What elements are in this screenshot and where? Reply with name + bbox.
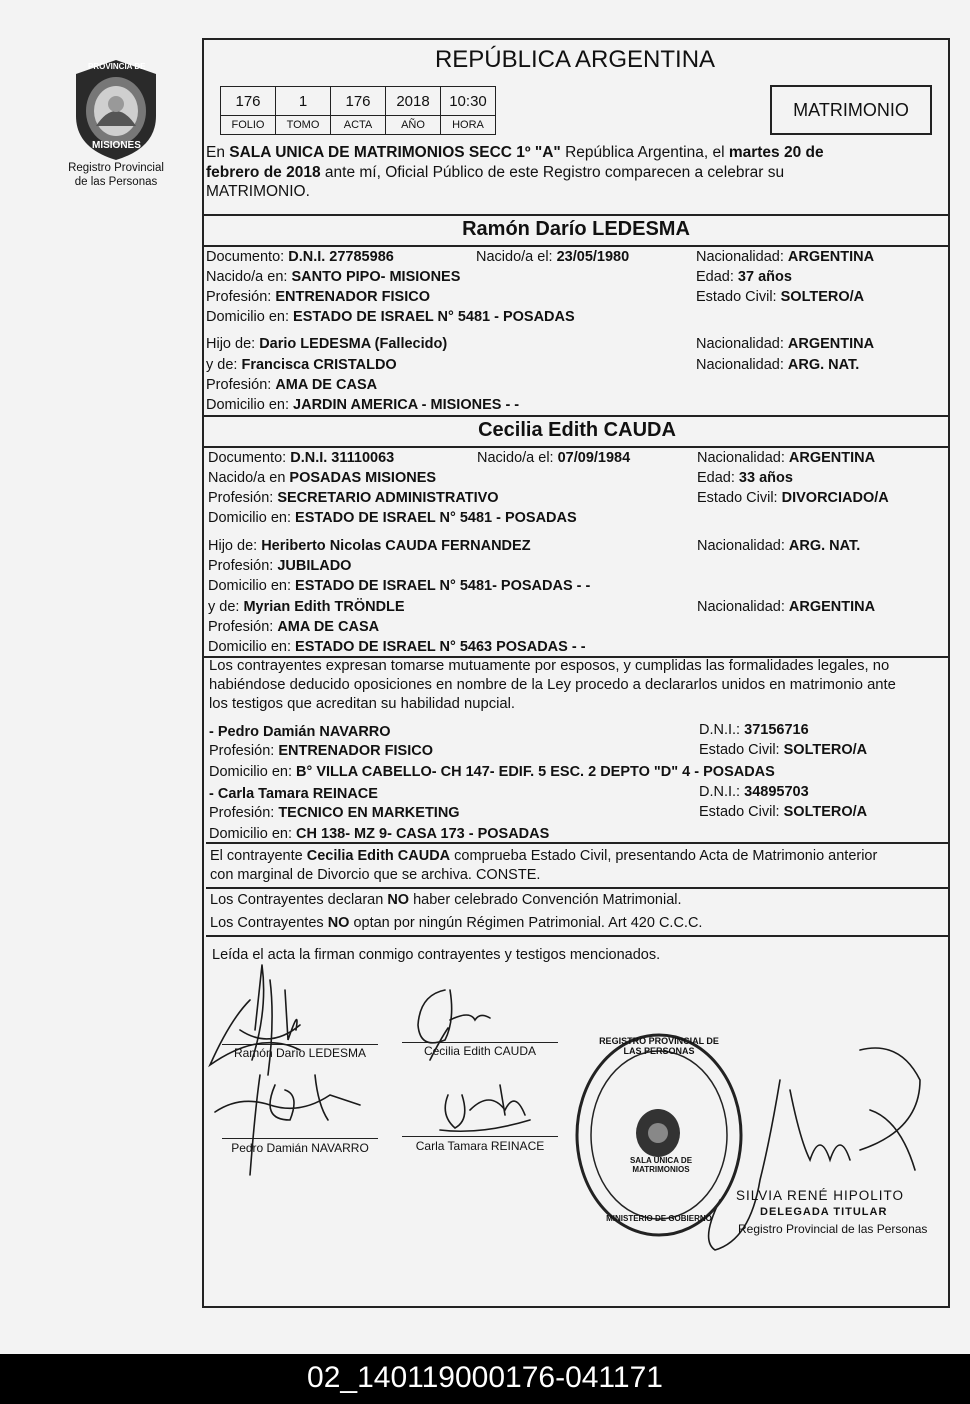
bride-mother-address: Domicilio en: ESTADO DE ISRAEL N° 5463 POSADAS - - [208, 639, 586, 655]
folio-value: 176 [221, 87, 276, 116]
witness1-civil-status: Estado Civil: SOLTERO/A [699, 742, 868, 758]
divider [206, 842, 950, 844]
bride-father: Hijo de: Heriberto Nicolas CAUDA FERNANDEZ [208, 538, 531, 554]
bride-nationality: Nacionalidad: ARGENTINA [697, 450, 876, 466]
witness1-name: - Pedro Damián NAVARRO [209, 724, 391, 740]
stamp-ring-bottom-text: MINISTERIO DE GOBIERNO [606, 1214, 712, 1223]
civil-note-line2: con marginal de Divorcio que se archiva. CONSTE. [210, 867, 541, 883]
declaration-line3: los testigos que acreditan su habilidad nupcial. [209, 696, 516, 712]
acta-label: ACTA [331, 116, 386, 135]
witness2-address: Domicilio en: CH 138- MZ 9- CASA 173 - POSADAS [209, 826, 550, 842]
civil-note-line1: El contrayente Cecilia Edith CAUDA comprueba Estado Civil, presentando Acta de Matrimonio anterior [210, 848, 878, 864]
witness2-civil-status: Estado Civil: SOLTERO/A [699, 804, 868, 820]
bride-father-nationality: Nacionalidad: ARG. NAT. [697, 538, 861, 554]
stamp-inner-text: SALA UNICA DE MATRIMONIOS [629, 1156, 693, 1174]
folio-label: FOLIO [221, 116, 276, 135]
groom-mother-nationality: Nacionalidad: ARG. NAT. [696, 357, 860, 373]
hour-label: HORA [441, 116, 496, 135]
groom-profession: Profesión: ENTRENADOR FISICO [206, 289, 430, 305]
groom-name: Ramón Darío LEDESMA [462, 218, 690, 240]
official-title: DELEGADA TITULAR [760, 1206, 888, 1218]
acta-value: 176 [331, 87, 386, 116]
logo-caption-line2: de las Personas [74, 176, 158, 188]
read-statement: Leída el acta la firman conmigo contrayentes y testigos mencionados. [212, 947, 661, 963]
act-type-box: MATRIMONIO [770, 85, 932, 135]
bride-civil-status: Estado Civil: DIVORCIADO/A [697, 490, 889, 506]
divider [204, 415, 948, 417]
tomo-label: TOMO [276, 116, 331, 135]
witness2-profession: Profesión: TECNICO EN MARKETING [209, 805, 460, 821]
official-office: Registro Provincial de las Personas [738, 1222, 928, 1236]
bride-document: Documento: D.N.I. 31110063 [208, 450, 395, 466]
groom-document: Documento: D.N.I. 27785986 [206, 249, 394, 265]
intro-line2: febrero de 2018 ante mí, Oficial Público de este Registro comparecen a celebrar su [206, 164, 785, 181]
groom-father: Hijo de: Dario LEDESMA (Fallecido) [206, 336, 448, 352]
year-value: 2018 [386, 87, 441, 116]
bride-signature-line [402, 1042, 558, 1043]
witness2-dni: D.N.I.: 34895703 [699, 784, 809, 800]
declaration-line2: habiéndose deducido oposiciones en nombre de la Ley procedo a declararlos unidos en matrimonio ante [209, 677, 896, 693]
groom-birth-place: Nacido/a en: SANTO PIPO- MISIONES [206, 269, 461, 285]
declaration-line1: Los contrayentes expresan tomarse mutuamente por esposos, y cumplidas las formalidades legales, no [209, 658, 890, 674]
groom-address: Domicilio en: ESTADO DE ISRAEL N° 5481 - POSADAS [206, 309, 575, 325]
divider [206, 935, 950, 937]
groom-nationality: Nacionalidad: ARGENTINA [696, 249, 875, 265]
registry-table [220, 86, 496, 135]
document-code: 02_140119000176-041171 [307, 1361, 663, 1394]
stamp-ring-top-text: REGISTRO PROVINCIAL DE LAS PERSONAS [599, 1036, 719, 1056]
groom-signature-caption: Ramón Darío LEDESMA [233, 1046, 367, 1060]
bride-mother: y de: Myrian Edith TRÖNDLE [208, 599, 405, 615]
groom-birth-date: Nacido/a el: 23/05/1980 [476, 249, 630, 265]
bride-signature-caption: Cecilia Edith CAUDA [423, 1044, 537, 1058]
witness1-signature-line [222, 1138, 378, 1139]
groom-age: Edad: 37 años [696, 269, 792, 285]
regime-line1: Los Contrayentes declaran NO haber celebrado Convención Matrimonial. [210, 892, 682, 908]
groom-father-nationality: Nacionalidad: ARGENTINA [696, 336, 875, 352]
groom-civil-status: Estado Civil: SOLTERO/A [696, 289, 865, 305]
witness1-profession: Profesión: ENTRENADOR FISICO [209, 743, 433, 759]
regime-line2: Los Contrayentes NO optan por ningún Régimen Patrimonial. Art 420 C.C.C. [210, 915, 703, 931]
groom-mother-profession: Profesión: AMA DE CASA [206, 377, 378, 393]
logo [66, 56, 166, 166]
year-label: AÑO [386, 116, 441, 135]
tomo-value: 1 [276, 87, 331, 116]
intro-line3: MATRIMONIO. [206, 183, 310, 200]
country-title: REPÚBLICA ARGENTINA [434, 46, 716, 73]
bride-mother-nationality: Nacionalidad: ARGENTINA [697, 599, 876, 615]
hour-value: 10:30 [441, 87, 496, 116]
official-name: SILVIA RENÉ HIPOLITO [736, 1188, 905, 1203]
bride-profession: Profesión: SECRETARIO ADMINISTRATIVO [208, 490, 499, 506]
witness2-name: - Carla Tamara REINACE [209, 786, 378, 802]
bride-address: Domicilio en: ESTADO DE ISRAEL N° 5481 - POSADAS [208, 510, 577, 526]
groom-mother-address: Domicilio en: JARDIN AMERICA - MISIONES - - [206, 397, 520, 413]
bride-name: Cecilia Edith CAUDA [478, 419, 676, 441]
divider [204, 245, 948, 247]
witness2-signature-line [402, 1136, 558, 1137]
divider [204, 214, 948, 216]
witness1-dni: D.N.I.: 37156716 [699, 722, 809, 738]
witness1-signature-caption: Pedro Damián NAVARRO [231, 1141, 369, 1155]
logo-text-top: PROVINCIA DE [88, 62, 146, 71]
bride-mother-profession: Profesión: AMA DE CASA [208, 619, 380, 635]
bride-father-profession: Profesión: JUBILADO [208, 558, 352, 574]
witness2-signature-caption: Carla Tamara REINACE [415, 1139, 545, 1153]
groom-signature-line [222, 1044, 378, 1045]
intro-line1: En SALA UNICA DE MATRIMONIOS SECC 1º "A" República Argentina, el martes 20 de [206, 144, 824, 161]
bride-birth-place: Nacido/a en POSADAS MISIONES [208, 470, 437, 486]
bride-age: Edad: 33 años [697, 470, 793, 486]
groom-mother: y de: Francisca CRISTALDO [206, 357, 397, 373]
divider [204, 446, 948, 448]
divider [206, 887, 950, 889]
official-stamp [574, 1030, 744, 1240]
witness1-address: Domicilio en: B° VILLA CABELLO- CH 147- EDIF. 5 ESC. 2 DEPTO "D" 4 - POSADAS [209, 764, 775, 780]
logo-text-bottom: MISIONES [92, 140, 141, 151]
bride-birth-date: Nacido/a el: 07/09/1984 [477, 450, 631, 466]
bride-father-address: Domicilio en: ESTADO DE ISRAEL N° 5481- POSADAS - - [208, 578, 591, 594]
logo-caption-line1: Registro Provincial [68, 162, 164, 174]
